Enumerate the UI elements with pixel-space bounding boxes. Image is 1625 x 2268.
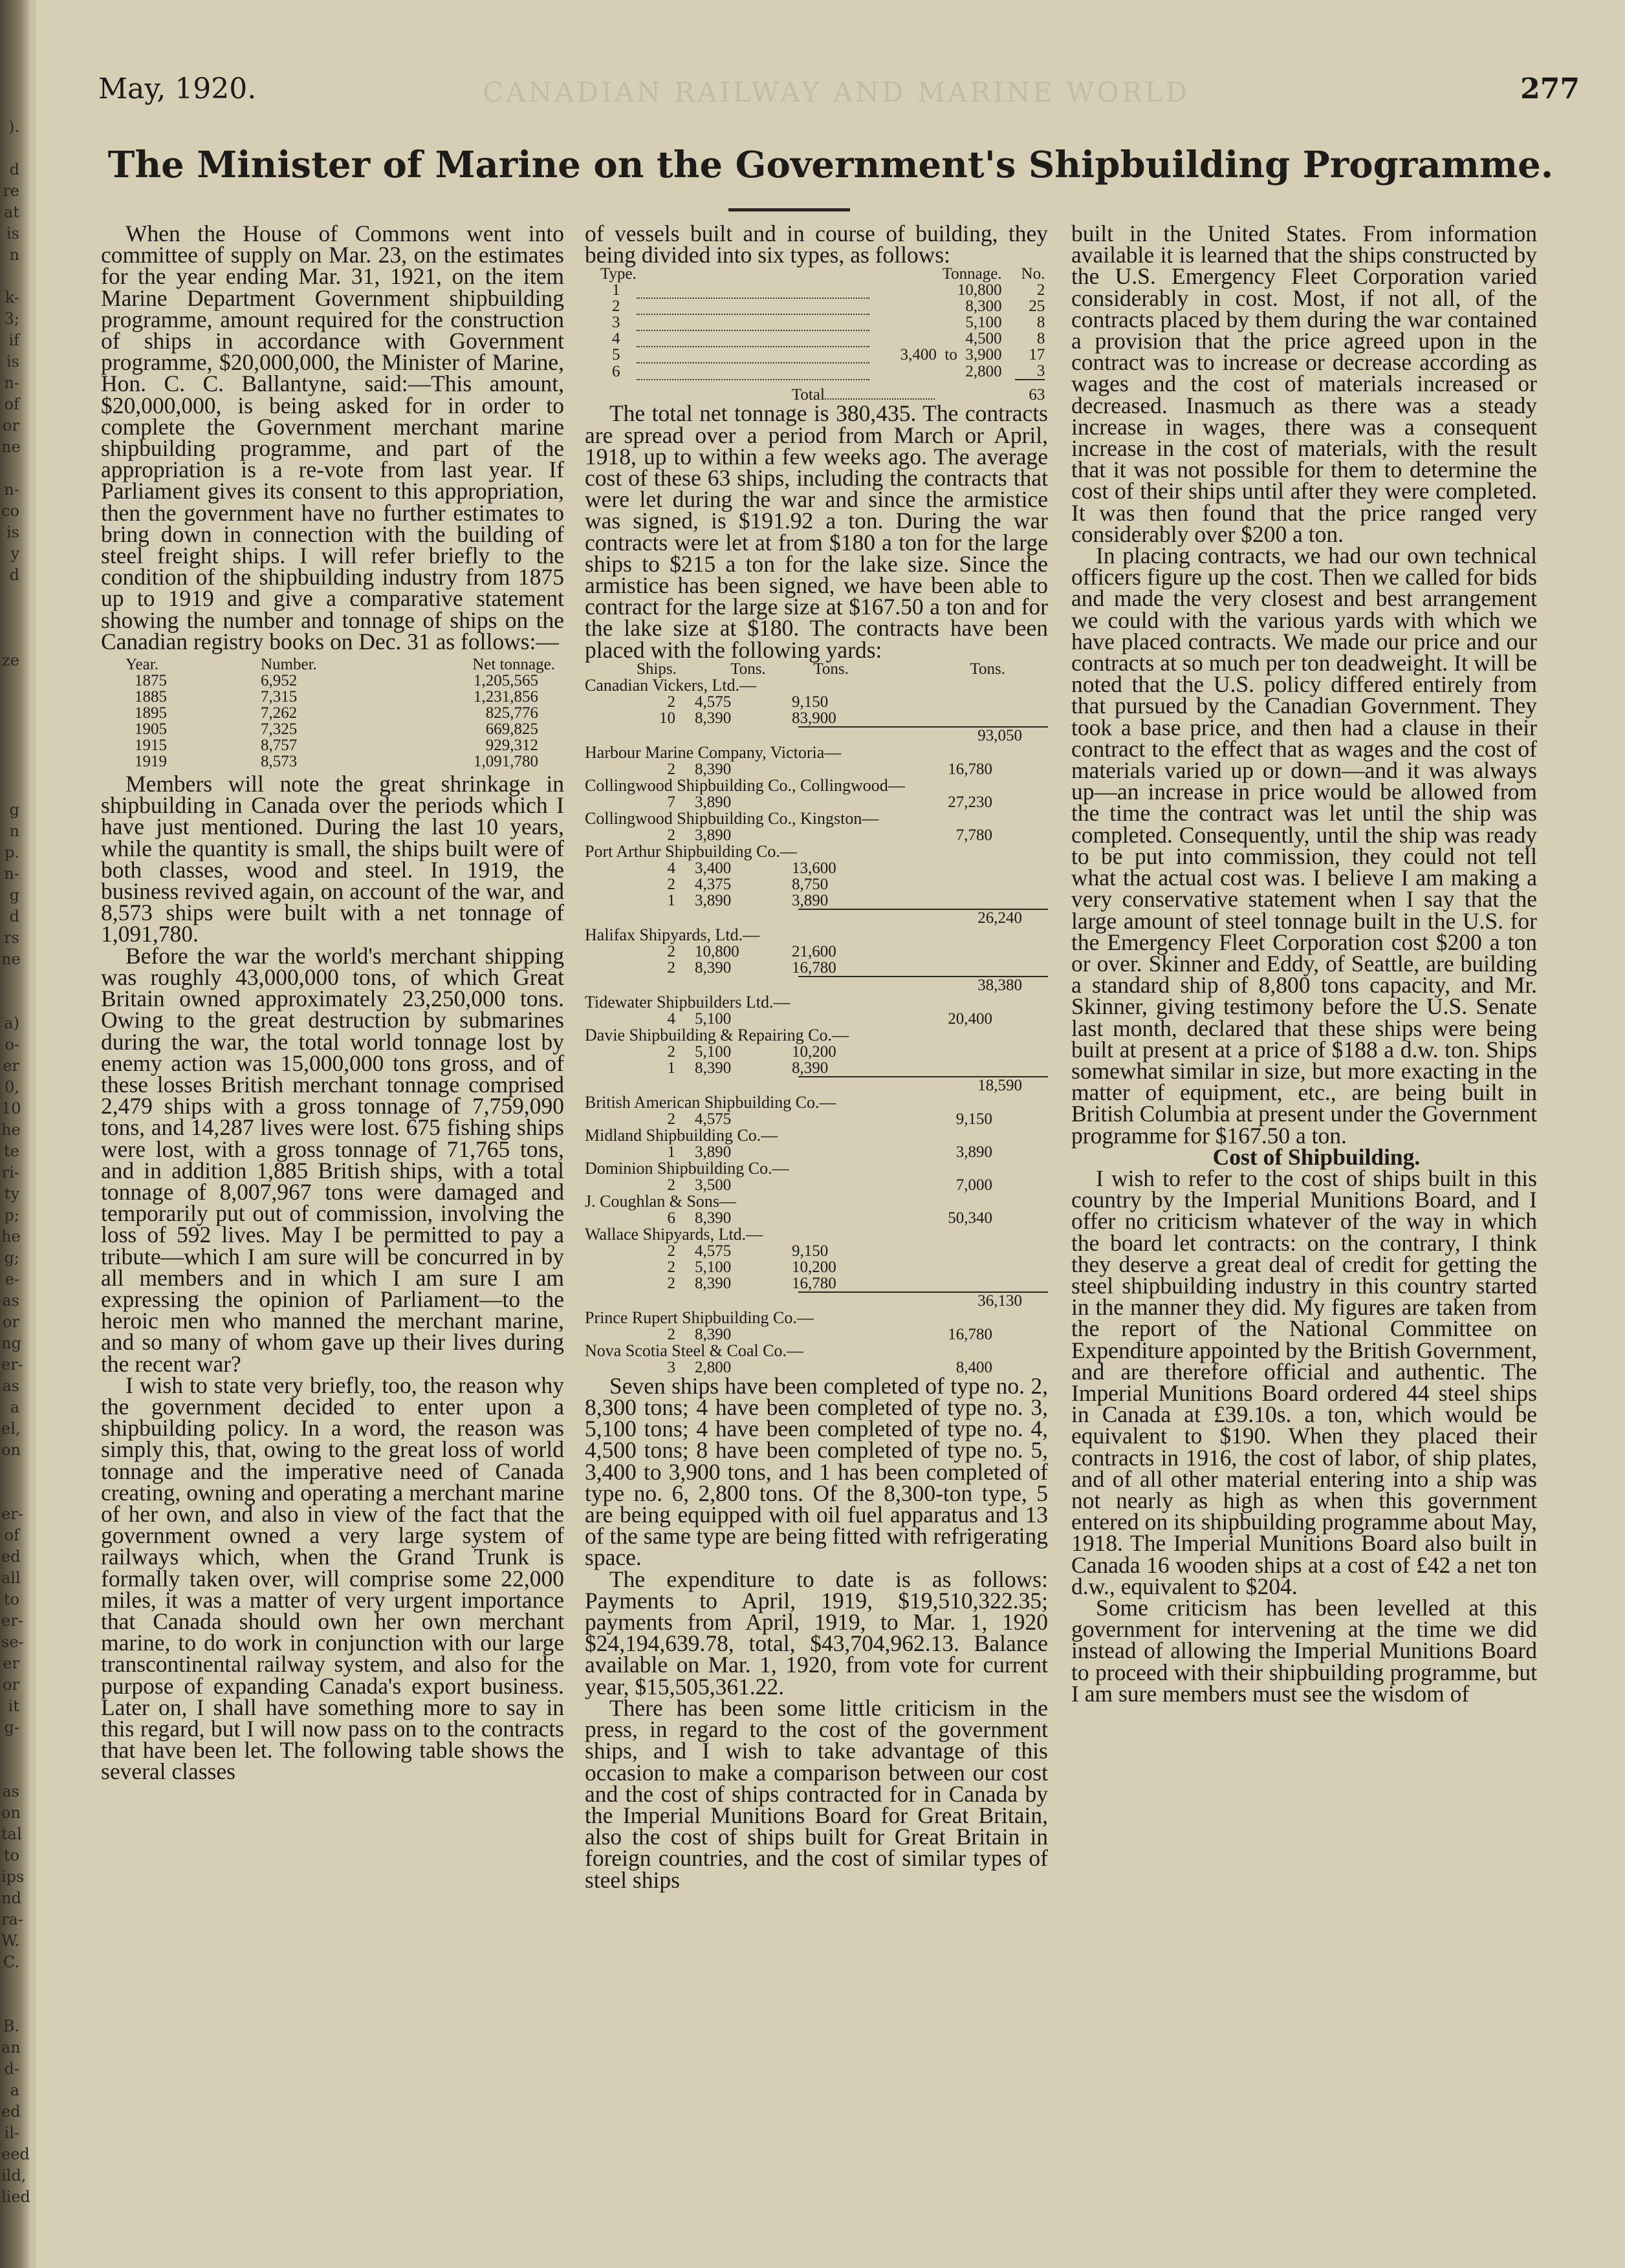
table-cell: 10,200	[792, 1042, 836, 1061]
paragraph: The expenditure to date is as follows: Payments to April, 1919, $19,510,322.35; payments from April, 1919, to Mar. 1, 1920 $24,194,639.78, total, $43,704,962.13. Balance available on Mar. 1, 1920, from vote for current year, $15,505,361.22.	[585, 1566, 1048, 1700]
table-header-row	[600, 266, 1045, 282]
table-cell: 27,230	[948, 793, 992, 811]
table-row	[630, 1259, 992, 1275]
table-cell: 21,600	[792, 942, 836, 960]
table-cell: 8,390	[695, 958, 732, 977]
table-cell: 3,500	[695, 1176, 732, 1194]
table-cell: 16,780	[792, 958, 836, 977]
table-cell: 10	[659, 709, 675, 727]
table-cell: 8,390	[695, 709, 732, 727]
yard-table	[630, 944, 992, 976]
yard-name: Collingwood Shipbuilding Co., Collingwood—	[585, 775, 905, 795]
table-header: No.	[1021, 265, 1045, 283]
table-cell: 3	[667, 1358, 675, 1376]
table-cell: 3,890	[695, 891, 732, 909]
table-cell: 2	[667, 1042, 675, 1061]
table-cell: 2	[667, 760, 675, 778]
paragraph: I wish to refer to the cost of ships built in this country by the Imperial Munitions Board, and I offer no criticism whatever of the way in which the board let contracts: on the contrary, I think they deserve a great deal of credit for getting the steel shipbuilding industry in this country started in the manner they did. My figures are taken from the report of the National Committee on Expenditure appointed by the British Government, and are therefore official and authentic. The Imperial Munitions Board ordered 44 steel ships in Canada at £39.10s. a ton, which would be equivalent to $190. When they placed their contracts in 1916, the cost of labor, of ship plates, and of all other material entering into a ship was not nearly as high as when this government entered on its shipbuilding programme about May, 1918. The Imperial Munitions Board also built in Canada 16 wooden ships at a cost of £42 a net ton d.w., equivalent to $204.	[1071, 1165, 1537, 1599]
table-header: Year.	[125, 656, 158, 674]
table-cell: 8	[1036, 314, 1045, 332]
table-row	[630, 860, 992, 876]
table-cell: 1875	[135, 672, 167, 690]
total-label: Total	[791, 386, 825, 404]
paragraph: of vessels built and in course of building, they being divided into six types, as follows:	[585, 221, 1048, 268]
table-row	[630, 694, 992, 710]
column-2	[585, 223, 1048, 1891]
yard-table	[630, 1044, 992, 1076]
table-row	[630, 1144, 992, 1160]
table-cell: 4	[667, 859, 675, 877]
yard-table	[630, 1111, 992, 1127]
table-cell: 1885	[135, 688, 167, 706]
table-cell: 2	[667, 1258, 675, 1276]
paragraph: Some criticism has been levelled at this government for intervening at the time we did instead of allowing the Imperial Munitions Board to proceed with their shipbuilding programme, but I am sure members must see the wisdom of	[1071, 1595, 1537, 1707]
yard-table	[630, 860, 992, 909]
paragraph: I wish to state very briefly, too, the reason why the government decided to enter upon a shipbuilding policy. In a word, the reason was simply this, that, owing to the great loss of world tonnage and the imperative need of Canada creating, owning and operating a merchant marine of her own, and also in view of the fact that the government owned a very large system of railways which, when the Grand Trunk is formally taken over, will comprise some 22,000 miles, it was a matter of very urgent importance that Canada should own her own merchant marine, to do work in conjunction with our large transcontinental railway system, and also for the purpose of expanding Canada's export business. Later on, I shall have something more to say in this regard, but I will now pass on to the contracts that have been let. The following table shows the several classes	[101, 1372, 564, 1785]
table-cell: 13,600	[792, 859, 836, 877]
table-cell: 8	[1036, 330, 1045, 348]
table-row	[630, 1060, 992, 1076]
issue-date: May, 1920.	[98, 72, 257, 105]
page	[36, 0, 1625, 2268]
table-cell: 1	[667, 1059, 675, 1077]
table-row	[630, 960, 992, 976]
table-cell: 2	[667, 958, 675, 977]
table-header: Type.	[600, 265, 637, 283]
table-cell: 7,325	[261, 720, 298, 739]
section-heading: Cost of Shipbuilding.	[1212, 1143, 1421, 1170]
table-cell: 8,400	[955, 1358, 992, 1376]
table-row	[630, 827, 992, 843]
table-row	[101, 737, 564, 753]
table-cell: 3,890	[792, 891, 829, 909]
table-cell: 83,900	[792, 709, 836, 727]
yard-total: 18,590	[798, 1076, 1048, 1094]
table-cell: 2	[667, 1110, 675, 1128]
table-cell: 6	[612, 362, 620, 380]
table-cell: 5,100	[695, 1010, 732, 1028]
table-header: Ships.	[637, 660, 677, 678]
yard-name: Davie Shipbuilding & Repairing Co.—	[585, 1025, 849, 1044]
yard-total: 36,130	[798, 1291, 1048, 1310]
table-cell: 1905	[135, 720, 167, 739]
table-cell: 6,952	[261, 672, 298, 690]
yard-table	[630, 1210, 992, 1226]
table-cell: 9,150	[792, 693, 829, 711]
table-row	[630, 1275, 992, 1291]
yard-name: Halifax Shipyards, Ltd.—	[585, 925, 760, 944]
table-row	[630, 892, 992, 909]
table-cell: 1,231,856	[474, 688, 538, 706]
table-row	[630, 1326, 992, 1343]
yard-table	[630, 1177, 992, 1193]
paragraph: The total net tonnage is 380,435. The contracts are spread over a period from March or April, 1918, up to within a few weeks ago. The average cost of these 63 ships, including the contracts that were let during the war and since the armistice was signed, is $191.92 a ton. During the war contracts were let at from $180 a ton for the large ships to $215 a ton for the lake size. Since the armistice has been signed, we have been able to contract for the large size at $167.50 a ton and for the lake size at $180. The contracts have been placed with the following yards:	[585, 400, 1048, 663]
table-cell: 4,500	[965, 330, 1002, 348]
table-row	[630, 1210, 992, 1226]
table-row	[630, 944, 992, 960]
table-cell: 5	[612, 346, 620, 364]
table-cell: 8,390	[792, 1059, 829, 1077]
registry-table	[101, 656, 564, 770]
table-row	[600, 363, 1045, 380]
yard-name: British American Shipbuilding Co.—	[585, 1092, 836, 1112]
table-row	[630, 1177, 992, 1193]
table-cell: 9,150	[955, 1110, 992, 1128]
table-cell: 929,312	[485, 737, 538, 755]
table-cell: 669,825	[485, 720, 538, 739]
table-cell: 7,315	[261, 688, 298, 706]
table-cell: 2	[667, 942, 675, 960]
table-cell: 50,340	[948, 1209, 992, 1227]
paragraph: built in the United States. From information available it is learned that the ships constructed by the U.S. Emergency Fleet Corporation varied considerably in cost. Most, if not all, of the contracts placed by them during the war contained a provision that the price agreed upon in the contract was to increase or decrease according as wages and the cost of materials increased or decreased. Inasmuch as there was a steady increase in wages, there was a consequent increase in the cost of materials, with the result that it was not possible for them to determine the cost of their ships until after they were completed. It was then found that the price ranged very considerably over $200 a ton.	[1071, 221, 1537, 547]
vessel-types-table	[600, 266, 1045, 403]
yard-name: Prince Rupert Shipbuilding Co.—	[585, 1308, 814, 1327]
table-cell: 10,200	[792, 1258, 836, 1276]
table-header-row	[101, 656, 564, 673]
table-cell: 2,800	[695, 1358, 732, 1376]
table-cell: 2,800	[965, 362, 1002, 380]
table-header: Tons.	[970, 660, 1005, 678]
table-header: Number.	[261, 656, 317, 674]
table-cell: 1,205,565	[474, 672, 538, 690]
table-cell: 25	[1029, 297, 1045, 316]
table-cell: 10,800	[695, 942, 739, 960]
table-cell: 7,000	[955, 1176, 992, 1194]
table-row	[630, 1044, 992, 1060]
table-cell: 3	[612, 314, 620, 332]
yard-table	[630, 694, 992, 726]
yard-name: Collingwood Shipbuilding Co., Kingston—	[585, 808, 879, 828]
total-value: 63	[1015, 380, 1045, 403]
yard-table	[630, 1326, 992, 1343]
table-cell: 2	[667, 1325, 675, 1343]
yard-name: Midland Shipbuilding Co.—	[585, 1125, 778, 1145]
table-cell: 3,400	[695, 859, 732, 877]
table-cell: 16,780	[948, 760, 992, 778]
table-cell: 16,780	[948, 1325, 992, 1343]
table-cell: 1,091,780	[474, 753, 538, 771]
yard-name: Wallace Shipyards, Ltd.—	[585, 1224, 763, 1244]
table-cell: 5,100	[695, 1042, 732, 1061]
table-row	[101, 689, 564, 705]
title-rule	[728, 208, 850, 211]
yard-table	[630, 827, 992, 843]
table-cell: 8,390	[695, 1209, 732, 1227]
table-row	[600, 330, 1045, 347]
table-cell: 2	[1036, 281, 1045, 299]
paragraph: There has been some little criticism in the press, in regard to the cost of the government ships, and I wish to take advantage of this occasion to make a comparison between our cost and the cost of ships contracted for in Canada by the Imperial Munitions Board for Great Britain, also the cost of ships built for Great Britain in foreign countries, and the cost of similar types of steel ships	[585, 1694, 1048, 1893]
table-cell: 8,390	[695, 1059, 732, 1077]
yard-table	[630, 1144, 992, 1160]
table-cell: 1915	[135, 737, 167, 755]
table-cell: 1919	[135, 753, 167, 771]
table-cell: 9,150	[792, 1242, 829, 1260]
table-row	[630, 1011, 992, 1027]
table-cell: 8,390	[695, 1274, 732, 1292]
column-3	[1071, 223, 1537, 1705]
table-cell: 2	[612, 297, 620, 316]
table-row	[101, 673, 564, 689]
table-cell: 2	[667, 1176, 675, 1194]
table-cell: 16,780	[792, 1274, 836, 1292]
table-cell: 4,575	[695, 1242, 732, 1260]
yard-name: Canadian Vickers, Ltd.—	[585, 675, 757, 695]
table-cell: 20,400	[948, 1010, 992, 1028]
table-row	[600, 282, 1045, 298]
table-cell: 3,890	[695, 793, 732, 811]
table-cell: 17	[1029, 346, 1045, 364]
yard-name: J. Coughlan & Sons—	[585, 1191, 737, 1211]
yard-name: Tidewater Shipbuilders Ltd.—	[585, 992, 791, 1011]
table-cell: 4	[612, 330, 620, 348]
table-row	[630, 761, 992, 777]
table-cell: 8,300	[965, 297, 1002, 316]
yards-list	[585, 661, 1048, 1376]
yard-total: 26,240	[798, 909, 1048, 927]
yards-header	[637, 661, 1025, 677]
table-header: Net tonnage.	[472, 656, 555, 674]
yard-name: Harbour Marine Company, Victoria—	[585, 742, 842, 762]
table-row	[101, 705, 564, 721]
column-1	[101, 223, 564, 1783]
yard-name: Dominion Shipbuilding Co.—	[585, 1158, 789, 1178]
table-cell: 6	[667, 1209, 675, 1227]
page-number: 277	[1520, 72, 1580, 105]
table-cell: 4,575	[695, 693, 732, 711]
table-cell: 2	[667, 1274, 675, 1292]
table-cell: 3,890	[955, 1143, 992, 1161]
table-row	[600, 314, 1045, 330]
table-cell: 5,100	[965, 314, 1002, 332]
table-cell: 1	[667, 1143, 675, 1161]
paragraph: Before the war the world's merchant shipping was roughly 43,000,000 tons, of which Great Britain owned approximately 23,250,000 tons. Owing to the great destruction by submarines during the war, the total world tonnage lost by enemy action was 15,000,000 tons gross, and of these losses British merchant tonnage comprised 2,479 ships with a gross tonnage of 7,759,090 tons, and 14,287 lives were lost. 675 fishing ships were lost, with a gross tonnage of 71,765 tons, and in addition 1,885 British ships, with a total tonnage of 8,007,967 tons were damaged and temporarily put out of commission, involving the loss of 592 lives. May I be permitted to pay a tribute—which I am sure will be concurred in by all members and in which I am sure I am expressing the opinion of Parliament—to the heroic men who manned the merchant marine, and so many of whom gave up their lives during the recent war?	[101, 942, 564, 1377]
table-cell: 10,800	[957, 281, 1002, 299]
table-cell: 3,890	[695, 826, 732, 844]
table-cell: 4,575	[695, 1110, 732, 1128]
yard-name: Nova Scotia Steel & Coal Co.—	[585, 1341, 803, 1360]
table-cell: 4	[667, 1010, 675, 1028]
table-cell: 8,390	[695, 1325, 732, 1343]
table-row	[101, 721, 564, 737]
table-cell: 2	[667, 1242, 675, 1260]
table-cell: 2	[667, 693, 675, 711]
table-row	[630, 1111, 992, 1127]
table-cell: 4,375	[695, 875, 732, 893]
table-total-row	[600, 380, 1045, 403]
table-header: Tons.	[813, 660, 849, 678]
table-cell: 3,890	[695, 1143, 732, 1161]
yard-total: 93,050	[798, 726, 1048, 744]
table-row	[630, 794, 992, 810]
table-cell: 2	[667, 875, 675, 893]
table-cell: 1	[612, 281, 620, 299]
table-row	[101, 753, 564, 770]
table-header: Tonnage.	[942, 265, 1002, 283]
table-cell: 8,390	[695, 760, 732, 778]
yard-total: 38,380	[798, 976, 1048, 994]
table-cell: 8,750	[792, 875, 829, 893]
table-cell: 7,262	[261, 704, 298, 722]
yard-table	[630, 761, 992, 777]
paragraph: When the House of Commons went into committee of supply on Mar. 23, on the estimates for the year ending Mar. 31, 1921, on the item Marine Department Government shipbuilding programme, amount required for the construction of ships in accordance with Government programme, $20,000,000, the Minister of Marine, Hon. C. C. Ballantyne, said:—This amount, $20,000,000, is being asked for in order to complete the Government merchant marine shipbuilding programme, and part of the appropriation is a re-vote from last year. If Parliament gives its consent to this appropriation, then the government have no further estimates to bring down in connection with the building of steel freight ships. I will refer briefly to the condition of the shipbuilding industry from 1875 up to 1919 and give a comparative statement showing the number and tonnage of ships on the Canadian registry books on Dec. 31 as follows:—	[101, 221, 564, 654]
paragraph: Seven ships have been completed of type no. 2, 8,300 tons; 4 have been completed of type no. 3, 5,100 tons; 4 have been completed of type no. 4, 4,500 tons; 8 have been completed of type no. 5, 3,400 to 3,900 tons, and 1 has been completed of type no. 6, 2,800 tons. Of the 8,300-ton type, 5 are being equipped with oil fuel apparatus and 13 of the same type are being fitted with refrigerating space.	[585, 1372, 1048, 1571]
paragraph: In placing contracts, we had our own technical officers figure up the cost. Then we called for bids and made the very closest and best arrangement we could with the various yards with which we have placed contracts. We made our price and our contracts at so much per ton deadweight. It will be noted that the U.S. policy differed entirely from that pursued by the Canadian Government. They took a base price, and then had a clause in their contract to the effect that as wages and the cost of materials varied up or down—and it was always up—an increase in price would be allowed from the time the contract was let until the ship was completed. Consequently, until the ship was ready to be put into commission, they could not tell what the actual cost was. I believe I am making a very conservative statement when I say that the large amount of steel tonnage built in the U.S. for the Emergency Fleet Corporation cost $200 a ton or over. Skinner and Eddy, of Seattle, are building a standard ship of 8,800 tons capacity, and Mr. Skinner, giving testimony before the U.S. Senate last month, declared that these ships were being built at present at a price of $188 a d.w. ton. Ships somewhat similar in size, but more exacting in the matter of equipment, etc., are being built in British Columbia at present under the Government programme for $167.50 a ton.	[1071, 543, 1537, 1149]
table-cell: 3	[1036, 362, 1045, 380]
table-row	[600, 298, 1045, 314]
yard-table	[630, 1243, 992, 1291]
table-header: Tons.	[730, 660, 766, 678]
table-row	[630, 1243, 992, 1259]
table-cell: 5,100	[695, 1258, 732, 1276]
table-cell: 2	[667, 826, 675, 844]
paragraph: Members will note the great shrinkage in shipbuilding in Canada over the periods which I have just mentioned. During the last 10 years, while the quantity is small, the ships built were of both classes, wood and steel. In 1919, the business revived again, on account of the war, and 8,573 ships were built with a net tonnage of 1,091,780.	[101, 771, 564, 947]
table-cell: 7,780	[955, 826, 992, 844]
binding-gutter	[0, 0, 30, 2268]
table-row	[630, 710, 992, 726]
table-row	[600, 347, 1045, 363]
facing-page-fragment: ). d re at is n k- 3; if is n- of or ne n- co is y d ze g n p. n- g d rs ne a) o- er 0, 10 he te ri- ty p; he g; e- as or ng er- as a el, on er- of ed all to er- se- er or it g- as on tal to ips nd ra- W. C. B. an d- a ed il- eed ild, lied	[1, 118, 30, 2206]
table-cell: 1895	[135, 704, 167, 722]
table-cell: 825,776	[485, 704, 538, 722]
table-cell: 7	[667, 793, 675, 811]
yard-table	[630, 794, 992, 810]
table-row	[630, 876, 992, 892]
table-cell: 3,400 to 3,900	[900, 346, 1002, 364]
yard-name: Port Arthur Shipbuilding Co.—	[585, 841, 797, 861]
article-title: The Minister of Marine on the Government's Shipbuilding Programme.	[107, 144, 1554, 186]
bleed-through-header: CANADIAN RAILWAY AND MARINE WORLD	[483, 76, 1190, 108]
table-cell: 1	[667, 891, 675, 909]
table-cell: 8,757	[261, 737, 298, 755]
table-cell: 8,573	[261, 753, 298, 771]
yard-table	[630, 1011, 992, 1027]
